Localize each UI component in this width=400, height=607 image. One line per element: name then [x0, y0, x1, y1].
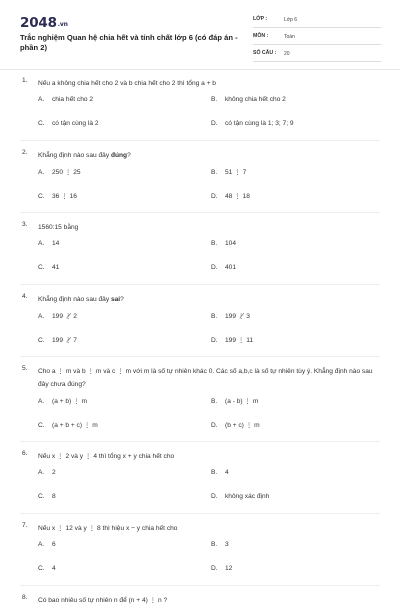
meta-label: MÔN : — [253, 33, 269, 39]
option-text: chia hết cho 2 — [52, 96, 94, 103]
meta-label: SỐ CÂU : — [253, 50, 277, 56]
meta-row-subject — [253, 31, 381, 45]
option-text: 8 — [52, 493, 56, 500]
option-letter: B. — [211, 96, 218, 103]
answer-options — [38, 312, 382, 355]
option-text: (b + c) ⋮ m — [225, 422, 260, 429]
question-divider — [20, 356, 380, 357]
option-text: 41 — [52, 264, 60, 271]
answer-option[interactable] — [38, 397, 87, 405]
answer-options — [38, 469, 382, 512]
option-letter: B. — [211, 469, 218, 476]
option-text: 104 — [225, 240, 237, 247]
option-text: 250 ⋮ 25 — [52, 169, 81, 176]
question-text: 1560:15 bằng — [38, 224, 79, 231]
answer-option[interactable] — [211, 541, 229, 548]
question-text: Khẳng định nào sau đây đúng? — [38, 152, 131, 159]
answer-option[interactable] — [211, 240, 236, 247]
question-number: 3. — [22, 221, 28, 228]
answer-option[interactable] — [38, 192, 77, 200]
answer-option[interactable] — [38, 120, 99, 127]
option-letter: C. — [38, 337, 45, 344]
option-text: 3 — [225, 541, 229, 548]
question-divider — [20, 585, 380, 586]
question-divider — [20, 212, 380, 213]
option-letter: C. — [38, 264, 45, 271]
question-number: 6. — [22, 450, 28, 457]
option-text: 14 — [52, 240, 60, 247]
question-text: Nếu x ⋮ 12 và y ⋮ 8 thì hiệu x − y chia hết cho — [38, 525, 178, 532]
option-letter: D. — [211, 193, 218, 200]
option-letter: A. — [38, 96, 45, 103]
answer-option[interactable] — [211, 493, 269, 500]
answer-option[interactable] — [38, 240, 59, 247]
header-divider — [0, 69, 400, 70]
question-divider — [20, 140, 380, 141]
meta-value: 20 — [284, 50, 290, 57]
option-letter: D. — [211, 264, 218, 271]
question-number: 2. — [22, 149, 28, 156]
question-divider — [20, 513, 380, 514]
answer-options — [38, 397, 382, 440]
option-letter: B. — [211, 240, 218, 247]
option-letter: B. — [211, 313, 218, 320]
option-text: có tận cùng là 2 — [52, 120, 99, 127]
option-letter: A. — [38, 398, 45, 405]
option-text: (a + b) ⋮ m — [52, 398, 87, 405]
question-item — [0, 77, 400, 139]
option-letter: B. — [211, 541, 218, 548]
option-text: 4 — [52, 565, 56, 572]
document-meta — [253, 14, 381, 65]
answer-option[interactable] — [38, 565, 56, 572]
question-text: Khẳng định nào sau đây sai? — [38, 296, 124, 303]
meta-row-class — [253, 14, 381, 28]
option-text: 51 ⋮ 7 — [225, 169, 247, 176]
option-text: 199 ⋮ 11 — [225, 337, 254, 344]
question-item — [0, 365, 400, 440]
meta-row-count — [253, 48, 381, 62]
answer-options — [38, 541, 382, 584]
option-text: 4 — [225, 469, 229, 476]
option-letter: D. — [211, 493, 218, 500]
option-letter: A. — [38, 541, 45, 548]
option-letter: D. — [211, 337, 218, 344]
answer-option[interactable] — [211, 565, 232, 572]
answer-option[interactable] — [38, 469, 56, 476]
option-text: 48 ⋮ 18 — [225, 193, 250, 200]
question-text: Nếu a không chia hết cho 2 và b chia hết cho 2 thì tổng a + b — [38, 80, 216, 87]
option-letter: A. — [38, 469, 45, 476]
answer-option[interactable] — [38, 421, 98, 429]
option-text: không xác định — [225, 493, 270, 500]
meta-value: Toán — [284, 33, 295, 40]
question-number: 5. — [22, 365, 28, 372]
question-number: 7. — [22, 522, 28, 529]
option-text: 2 — [52, 469, 56, 476]
option-text: (a - b) ⋮ m — [225, 398, 259, 405]
answer-option[interactable] — [211, 336, 253, 344]
question-number: 8. — [22, 594, 28, 601]
question-number: 4. — [22, 293, 28, 300]
question-text: Nếu x ⋮ 2 và y ⋮ 4 thì tổng x + y chia hết cho — [38, 453, 175, 460]
answer-option[interactable] — [38, 336, 77, 344]
option-text: 199 ⋮̸ 3 — [225, 313, 250, 320]
answer-option[interactable] — [211, 421, 260, 429]
option-letter: B. — [211, 169, 218, 176]
answer-option[interactable] — [211, 120, 294, 127]
answer-option[interactable] — [38, 96, 93, 103]
answer-options — [38, 240, 382, 283]
option-letter: C. — [38, 493, 45, 500]
option-text: 12 — [225, 565, 233, 572]
answer-option[interactable] — [211, 168, 246, 176]
option-letter: D. — [211, 422, 218, 429]
answer-option[interactable] — [38, 312, 77, 320]
option-text: không chia hết cho 2 — [225, 96, 286, 103]
document-title: Trắc nghiệm Quan hệ chia hết và tính chất lớp 6 (có đáp án - phần 2) — [20, 33, 238, 52]
option-letter: D. — [211, 120, 218, 127]
question-text: Cho a ⋮ m và b ⋮ m và c ⋮ m với m là số tự nhiên khác 0. Các số a,b,c là số tự nhiên tùy ý. Khẳng định nào sau đây chưa đúng? — [38, 368, 373, 388]
question-text: Có bao nhiêu số tự nhiên n để (n + 4) ⋮ n ? — [38, 597, 168, 604]
answer-option[interactable] — [38, 493, 56, 500]
site-logo[interactable]: 2048.vn — [20, 15, 68, 31]
option-text: (a + b + c) ⋮ m — [52, 422, 98, 429]
answer-options — [38, 168, 382, 211]
option-text: 199 ⋮̸ 2 — [52, 313, 77, 320]
option-letter: D. — [211, 565, 218, 572]
answer-option[interactable] — [211, 397, 258, 405]
question-item — [0, 149, 400, 211]
meta-value: Lớp 6 — [284, 16, 298, 23]
answer-option[interactable] — [211, 192, 250, 200]
option-letter: C. — [38, 120, 45, 127]
option-text: có tận cùng là 1; 3; 7; 9 — [225, 120, 294, 127]
question-divider — [20, 284, 380, 285]
option-text: 199 ⋮̸ 7 — [52, 337, 77, 344]
option-letter: B. — [211, 398, 218, 405]
question-item — [0, 450, 400, 512]
question-item — [0, 293, 400, 355]
option-text: 36 ⋮ 16 — [52, 193, 77, 200]
option-letter: C. — [38, 565, 45, 572]
answer-option[interactable] — [38, 541, 56, 548]
meta-label: LỚP : — [253, 16, 268, 22]
question-item — [0, 221, 400, 283]
option-letter: C. — [38, 193, 45, 200]
answer-option[interactable] — [211, 96, 286, 103]
option-letter: A. — [38, 240, 45, 247]
answer-option[interactable] — [211, 264, 236, 271]
option-letter: A. — [38, 313, 45, 320]
question-number: 1. — [22, 77, 28, 84]
option-text: 6 — [52, 541, 56, 548]
question-list — [0, 77, 400, 607]
option-letter: A. — [38, 169, 45, 176]
question-item — [0, 594, 400, 607]
answer-options — [38, 96, 382, 139]
answer-option[interactable] — [38, 264, 59, 271]
page-header — [0, 0, 400, 66]
answer-option[interactable] — [211, 312, 250, 320]
option-letter: C. — [38, 422, 45, 429]
answer-option[interactable] — [211, 469, 229, 476]
question-item — [0, 522, 400, 584]
option-text: 401 — [225, 264, 237, 271]
question-divider — [20, 441, 380, 442]
answer-option[interactable] — [38, 168, 81, 176]
